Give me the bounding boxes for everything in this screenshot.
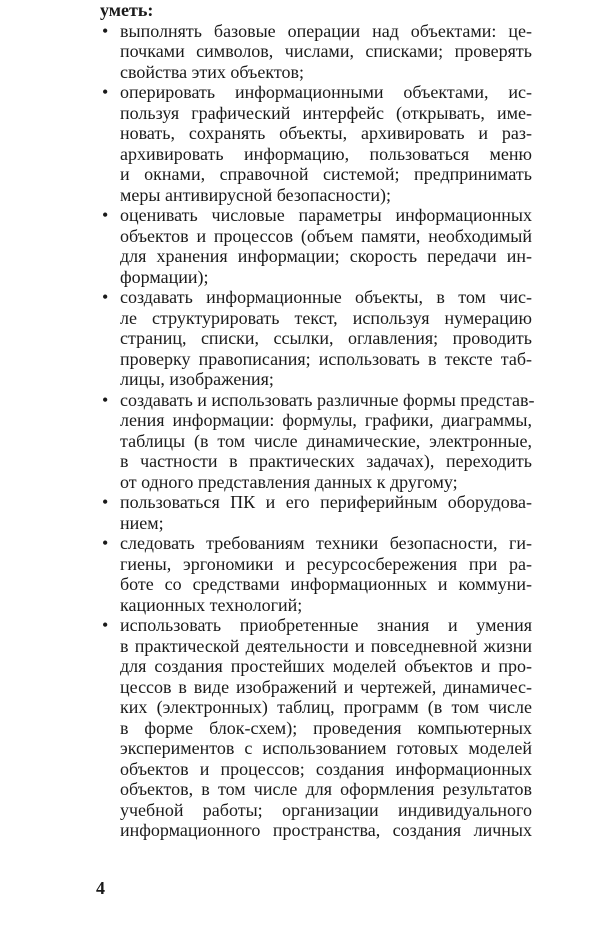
text-line: для создания простейших моделей объектов и про-: [120, 656, 532, 676]
bullet-icon: •: [102, 205, 109, 225]
page-body: [100, 0, 535, 841]
text-line: выполнять базовые операции над объектами: це-: [120, 20, 532, 41]
text-line: пользуя графический интерфейс (открывать, име-: [120, 102, 532, 123]
text-line: проверку правописания; использовать в тексте таб-: [120, 348, 532, 369]
text-line: лицы, изображения;: [120, 369, 274, 389]
text-line: следовать требованиям техники безопасности, ги-: [120, 533, 532, 553]
text-line: кационных технологий;: [120, 594, 303, 615]
text-line: ких (электронных) таблиц, программ (в том числе: [120, 697, 532, 717]
text-line: нием;: [120, 512, 164, 533]
text-line: создавать и использовать различные формы представ-: [120, 389, 535, 410]
bullet-icon: •: [102, 615, 109, 635]
bullet-icon: •: [102, 20, 109, 41]
list-item: [100, 533, 532, 615]
text-line: и окнами, справочной системой; предпринимать: [120, 164, 532, 184]
text-line: использовать приобретенные знания и умения: [120, 615, 532, 635]
bullet-icon: •: [102, 492, 109, 512]
text-line: от одного представления данных к другому;: [120, 471, 458, 492]
section-heading: уметь:: [100, 0, 154, 20]
list-item: [100, 21, 532, 83]
text-line: учебной работы; организации индивидуального: [120, 799, 532, 820]
text-line: почками символов, числами, списками; проверять: [120, 41, 532, 61]
text-line: архивировать информацию, пользоваться меню: [120, 143, 532, 164]
text-line: объектов, в том числе для оформления результатов: [120, 779, 532, 799]
bullet-icon: •: [102, 533, 109, 553]
list-item: [100, 389, 535, 493]
text-line: для хранения информации; скорость передачи ин-: [120, 246, 532, 266]
text-line: свойства этих объектов;: [120, 61, 304, 82]
list-item: [100, 205, 532, 287]
text-line: таблицы (в том числе динамические, электронные,: [120, 430, 532, 451]
text-line: боте со средствами информационных и коммуни-: [120, 574, 532, 594]
text-line: оперировать информационными объектами, ис-: [120, 82, 532, 102]
page-number: 4: [96, 878, 105, 898]
text-line: меры антивирусной безопасности);: [120, 184, 392, 205]
bullet-icon: •: [102, 389, 109, 410]
text-line: новать, сохранять объекты, архивировать и раз-: [120, 123, 532, 143]
text-line: в частности в практических задачах), переходить: [120, 451, 532, 471]
text-line: страниц, списки, ссылки, оглавления; проводить: [120, 328, 532, 348]
list-item: [100, 82, 532, 205]
list-item: [100, 287, 532, 390]
text-line: ле структурировать текст, используя нумерацию: [120, 307, 532, 328]
text-line: пользоваться ПК и его периферийным оборудова-: [120, 492, 532, 512]
text-line: формации);: [120, 266, 209, 287]
text-line: информационного пространства, создания личных: [120, 820, 532, 840]
list-item: [100, 615, 532, 841]
text-line: в форме блок-схем); проведения компьютерных: [120, 717, 532, 738]
text-line: оценивать числовые параметры информационных: [120, 205, 532, 225]
text-line: создавать информационные объекты, в том чис-: [120, 287, 532, 307]
text-line: ления информации: формулы, графики, диаграммы,: [120, 410, 532, 430]
text-line: экспериментов с использованием готовых моделей: [120, 738, 532, 758]
text-line: гиены, эргономики и ресурсосбережения при ра-: [120, 553, 532, 574]
list-item: [100, 492, 532, 533]
skills-list: [100, 20, 535, 841]
text-line: объектов и процессов (объем памяти, необходимый: [120, 225, 532, 246]
text-line: цессов в виде изображений и чертежей, динамичес-: [120, 676, 532, 697]
bullet-icon: •: [102, 82, 109, 102]
text-line: объектов и процессов; создания информационных: [120, 758, 532, 779]
bullet-icon: •: [102, 287, 109, 307]
text-line: в практической деятельности и повседневной жизни: [120, 635, 532, 656]
